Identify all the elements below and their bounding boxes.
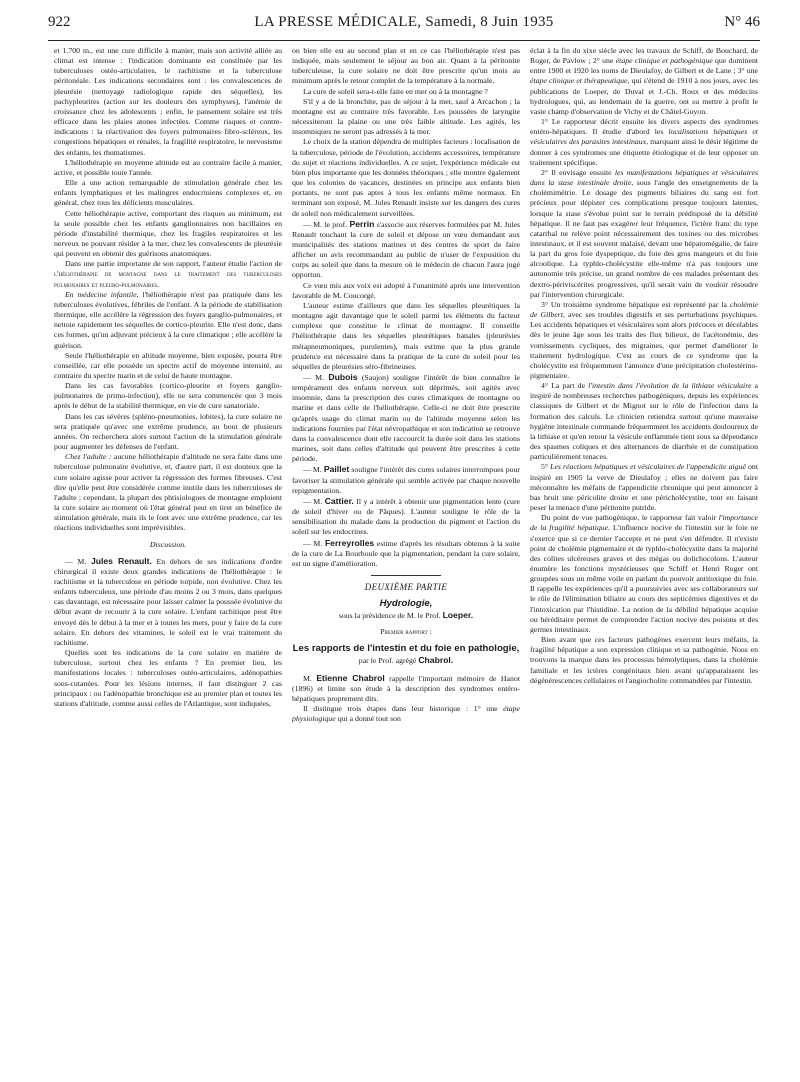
paragraph: Ce vœu mis aux voix est adopté à l'unanimité après une intervention favorable de M. Coucorgé. [292,280,520,300]
paragraph: Cette héliothérapie active, comportant des risques au minimum, est la seule possible chez les enfants ganglionnaires non bacillaires en période d'instabilité thermique, chez les fragiles respiratoires et les nerveux ne pouvant résider à la mer, chez les convalescents de pleurésie qui peuvent en obtenir des guérisons anatomiques. [54,208,282,259]
paragraph: Dans une partie importante de son rapport, l'auteur étudie l'action de l'héliothérapie de montagne dans le traitement des tuberculoses pulmonaires et pleuro-pulmonaires. [54,259,282,289]
paragraph: 5° Les réactions hépatiques et vésiculaires de l'appendicite aiguë ont inspiré en 1905 la verve de Dieulafoy ; elles ne doivent pas faire méconnaître les méfaits de l'appendicite chronique qui peut annoncer à bas bruit une péricolite droite et une péricholécystite, tout en faisant peser la menace d'une péritonite putride. [530,462,758,513]
section-topic: l'héliothérapie de montagne dans le traitement des tuberculoses pulmonaires et pleuro-pulmonaires. [54,269,282,289]
paragraph: — M. Ferreyrolles estime d'après les résultats obtenus à la suite de la cure de La Bourboule que la pigmentation, pendant la cure solaire, est un signe d'amélioration. [292,537,520,568]
paragraph: Dans les cas favorables (cortico-pleurite et foyers ganglio-pulmonaires de primo-infection), elle ne sera commencée que 3 mois après le début de la stabilité thermique, en vie de cure sanatoriale. [54,381,282,411]
presidency-line: sous la présidence de M. le Prof. Loeper. [338,610,474,621]
paragraph: — M. Jules Renault. En dehors de ses indications d'ordre chirurgical il existe deux grandes indications de l'héliothérapie : le rachitisme et la tuberculose en période torpide, non évolutive. Chez les enfants tuberculeux, une période d'au moins 2 ou 3 mois, dans quelques cas davantage, est nécessaire pour laisser calmer la poussée évolutive du début avant de recourir à la cure solaire. L'enfant rachitique peut être envoyé dès le début à la mer et à toutes les mers, pour y faire de la cure solaire. En dehors des vitamines, le soleil est le vrai traitement du rachitisme. [54,555,282,647]
paragraph: — M. Paillet souligne l'intérêt des cures solaires interrompues pour favoriser la stimulation générale qui semble activée par chaque nouvelle repigmentation. [292,464,520,495]
speaker-name: Jules Renault. [90,555,152,566]
paragraph: Le choix de la station dépendra de multiples facteurs : localisation de la tuberculose, période de l'évolution, accidents accessoires, température du sujet et réactions individuelles. A ce sujet, l'expérience médicale est bien plus importante que les données théoriques ; elle montre également que les colonies de vacances, destinées en principe aux enfants bien portants, ne sont pas aptes à tous les enfants même normaux. En terminant son exposé, M. Jules Renault insiste sur les dangers des cures de soleil non médicalement surveillées. [292,137,520,218]
paragraph: Du point de vue pathogénique, le rapporteur fait valoir l'importance de la fragilité hépatique. L'influence nocive de l'intestin sur le foie ne s'exerce que si ce dernier l'accepte et ne peut s'en défendre. Il n'existe point de cholémie pigmentaire et de typhlo-cholécystite dans la majorité des colites ulcéreuses graves et des mégas ou dolichocolons. L'auteur énumère les fonctions mystérieuses que Schiff et Henri Roger ont groupées sous un même voile en parlant du pouvoir antitoxique du foie. Il rappelle les expériences qu'il a poursuivies avec ses collaborateurs sur le rôle de l'élimination biliaire au cours des septicémies digestives et de l'intoxication par l'histidine. La notion de la débilité hépatique acquise ou héréditaire permet de comprendre l'action nocive des poisons et des germes intestinaux. [530,513,758,634]
journal-title: LA PRESSE MÉDICALE, Samedi, 8 Juin 1935 [254,14,554,30]
column-2 [292,46,520,1070]
paragraph: En médecine infantile, l'héliothérapie n'est pas pratiquée dans les tuberculoses évolutives, fébriles de l'enfant. A la période de stabilisation thermique, elle accélère la régression des foyers ganglio-pulmonaires, et nettoie rapidement les séquelles de cortico-pleurite. Elle n'est donc, dans ces formes, qu'un adjuvant précieux à la cure climatique ; elle accélère la guérison. [54,289,282,350]
section-title: Hydrologie, [379,598,433,610]
paragraph: 3° Un troisième syndrome hépatique est représenté par la cholémie de Gilbert, avec ses troubles digestifs et ses perturbations psychiques. Les accidents hépatiques et vésiculaires sont alors précoces et décelables dès le jeune âge sous les traits des flux bilieux, de l'acétonémie, des vomissements cycliques, des migraines, que permet d'améliorer le traitement hydrologique. C'est au cours de ce syndrome que la cholécystite est fréquemment l'annonce d'une précipitation cholestérino-pigmentaire. [530,299,758,380]
paragraph: Dans les cas sévères (spléno-pneumonies, lobites), la cure solaire ne sera pratiquée qu'avec une extrême prudence, au bout de plusieurs années. On recherchera alors surtout l'action de la stimulation générale pour augmenter les défenses de l'enfant. [54,411,282,452]
president-name: Loeper. [442,610,474,621]
issue-number: N° 46 [724,14,760,30]
speaker-name: Ferreyrolles [324,537,375,548]
discussion-heading: Discussion. [149,539,187,549]
author-name: Chabrol. [418,655,454,666]
part-heading: DEUXIÈME PARTIE [364,581,448,592]
column-1 [54,46,282,1070]
paragraph: ou bien elle est au second plan et en ce cas l'héliothérapie n'est pas indiquée, mais seulement le séjour au bon air. Quant à la péritonite tuberculeuse, la cure solaire ne doit être prescrite qu'un mois au minimum après le retour complet de la température à la normale. [292,46,520,86]
paragraph: — M. Dubois (Saujon) souligne l'intérêt de bien connaître le tempérament des enfants nerveux soit déprimés, soit agités avec insomnie, dans la prescription des cures climatiques de montagne ou marine et dans celle de l'héliothérapie. Celle-ci ne doit être prescrite qu'après usage du climat marin ou de l'altitude moyenne selon les indications fournies par l'état névropathique et son indication se retrouve dans la convalescence dont elle raccourcit la durée soit dans les stations marines, soit dans celles d'altitude qui peuvent être prescrites à cette période. [292,372,520,464]
paragraph: 2° Il envisage ensuite les manifestations hépatiques et vésiculaires dans la stase intestinale droite, sous l'angle des enseignements de la cholémimétrie. Le dosage des pigments biliaires du sang est fort précieux pour dépister ces complications presque toujours latentes, lorsque la stase s'évolue point sur le terrain prédisposé de la débilité hépatique. Il ne faut pas exagérer leur fréquence, l'ictère franc du type catarrhal ne relève point nécessairement des toxines ou des microbes intestinaux, et il est souvent malaisé, devant une hépatomégalie, de faire la part du gros foie dyspeptique, du foie des gros mangeurs et du foie alcoolique. La typhlo-cholécystite elle-même n'a pas toujours une autonomie très précise, un grand nombre de ces malades présentant des dextro-périviscérites progressives, qu'il serait vain de vouloir résoudre par l'intervention chirurgicale. [530,167,758,299]
paragraph: — M. le prof. Perrin s'associe aux réserves formulées par M. Jules Renault touchant la cure de soleil et dépose un vœu demandant aux municipalités des stations marines et des centres de sport de faire afficher un avis recommandant au public de n'user de l'exposition du corps au soleil que dans la mesure où le médecin de chacun l'aura jugé opportun. [292,218,520,280]
page-header [48,14,760,38]
paragraph: Chez l'adulte : aucune héliothérapie d'altitude ne sera faite dans une tuberculose pulmonaire évolutive, et, d'autre part, il est douteux que la cure solaire agisse pour activer la régression des formes fibreuses. C'est dire qu'elle peut être considérée comme inutile dans les tuberculoses de l'adulte ; cependant, la plupart des phtisiologues de montagne emploient la cure solaire au moment où l'état général peut en tirer un bénéfice de stimulation générale, mais ils le font avec une extrême prudence, car les réactions individuelles sont imprévisibles. [54,452,282,533]
header-rule [48,40,760,41]
paragraph: La cure de soleil sera-t-elle faite en mer ou à la montagne ? [303,86,488,96]
paragraph: éclat à la fin du xixe siècle avec les travaux de Schiff, de Bouchard, de Roger, de Pavlow ; 2° une étape clinique et pathogénique que dominent entre 1900 et 1920 les noms de Dieulafoy, de Gilbert et de Lane ; 3° une étape clinique et thérapeutique, qui s'étend de 1910 à nos jours, avec les publications de Loeper, de Duval et J.-Ch. Roux et des médecins hydrologues, qui, au lendemain de la guerre, ont su mettre à profit le vaste champ d'observation de Vichy et de Châtel-Guyon. [530,46,758,116]
paragraph: S'il y a de la bronchite, pas de séjour à la mer, sauf à Arcachon ; la montagne est au contraire très favorable. Les poussées de laryngite nécessiteront la plaine ou une très faible altitude. Les agités, les insomniques ne seront pas adressés à la mer. [292,96,520,137]
paragraph: L'auteur estime d'ailleurs que dans les séquelles pleurétiques la montagne agit davantage que le soleil parmi les éléments du facteur complexe que constitue le climat de montagne. Il conseille l'héliothérapie dans les séquelles pleurétiques banales (pleurésies métapneumoniques, purulentes), mais estime que la plus grande prudence est nécessaire dans la pratique de la cure de soleil pour les séquelles de pleurésies séro-fibrineuses. [292,300,520,371]
paragraph: Quelles sont les indications de la cure solaire en matière de tuberculose, surtout chez les enfants ? En premier lieu, les manifestations locales : tuberculoses ostéo-articulaires, adénopathies sous-cutanées. Pour les lésions internes, il faut distinguer 2 cas principaux : ou l'adénopathie bronchique est au premier plan et toutes les stations d'altitude, comme aussi celles de l'Atlantique, sont indiquées, [54,648,282,708]
page-number: 922 [48,14,71,30]
paragraph: Elle a une action remarquable de stimulation générale chez les enfants lymphatiques et les malingres endocriniens complexes et, en général, chez tous les déficients musculaires. [54,178,282,208]
report-author-line: par le Prof. agrégé Chabrol. [358,655,454,666]
paragraph: 1° Le rapporteur décrit ensuite les divers aspects des syndromes entéro-hépatiques. Il étudie d'abord les localisations hépatiques et vésiculaires des parasites intestinaux, marquant ainsi le désir légitime de donner à ces syndromes une étiquette étiologique et de leur opposer un traitement spécifique. [530,117,758,167]
column-3 [530,46,758,1070]
paragraph: L'héliothérapie en moyenne altitude est au contraire facile à manier, active, et possible toute l'année. [54,157,282,177]
speaker-name: Perrin [349,218,375,229]
paragraph: et 1.700 m., est une cure difficile à manier, mais son activité alliée au climat est intense : l'indication dominante est constituée par les tuberculoses ostéo-articulaires, le rachitisme et la tuberculose péritonéale. Les indications secondaires sont : les convalescences de pleurésie (nettoyage radiologique rapide des séquelles), les pachypleurites (action sur les douleurs des symphyses), l'anémie de croissance chez les adolescents ; enfin, le pansement solaire est très efficace dans les plaies atones infectées. Comme risques et contre-indications : la réactivation des foyers pulmonaires fibro-scléreux, les congestions hépatiques et rénales, la fragilité respiratoire, le nervosisme des enfants, les rhumatismes. [54,46,282,157]
paragraph: 4° La part de l'intestin dans l'évolution de la lithiase vésiculaire a inspiré de nombreuses recherches pathogéniques, depuis les expériences classiques de Gilbert et de Mignot sur le rôle de l'infection dans la formation des calculs. Le clinicien retiendra surtout qu'une mauvaise hygiène intestinale commande fréquemment les accidents douloureux de la lithiase et qu'en retour la vésicule enflammée tient sous sa dépendance des spasmes coliques et des alternances de diarrhée et de constipation particulièrement tenaces. [530,381,758,462]
paragraph: Il distingue trois étapes dans leur historique : 1° une étape physiologique qui a donné tout son [292,704,520,724]
speaker-name: Dubois [328,372,358,382]
paragraph: Seule l'héliothérapie en altitude moyenne, bien exposée, pourra être conseillée, car elle possède un spectre actif de moyenne intensité, au contraire du spectre marin et de celui de haute montagne. [54,350,282,380]
paragraph: — M. Cattier. Il y a intérêt à obtenir une pigmentation lente (cure de soleil d'hiver ou de Pâques). L'auteur souligne le rôle de la sensibilisation du malade dans la production du pigment et l'action du soleil sur les endocrines. [292,495,520,537]
author-name: Etienne Chabrol [316,672,385,683]
report-title: Les rapports de l'intestin et du foie en pathologie, [292,643,520,655]
paragraph: Bien avant que ces facteurs pathogènes exercent leurs méfaits, la fragilité hépatique a son expression clinique et sa pathogénie. Nous en trouvons la marque dans les processus hémolytiques, dans la cholémie familiale et les ictères congénitaux bien avant qu'apparaissent les dégénérescences cellulaires et l'angiocholite commandées par l'intestin. [530,635,758,685]
report-label: Premier rapport : [380,627,432,637]
paragraph: M. Etienne Chabrol rappelle l'important mémoire de Hanot (1896) et limite son étude à la description des syndromes entéro-hépatiques proprement dits. [292,672,520,703]
speaker-name: Cattier. [324,495,354,506]
speaker-name: Paillet [323,464,350,475]
section-divider [371,575,441,576]
